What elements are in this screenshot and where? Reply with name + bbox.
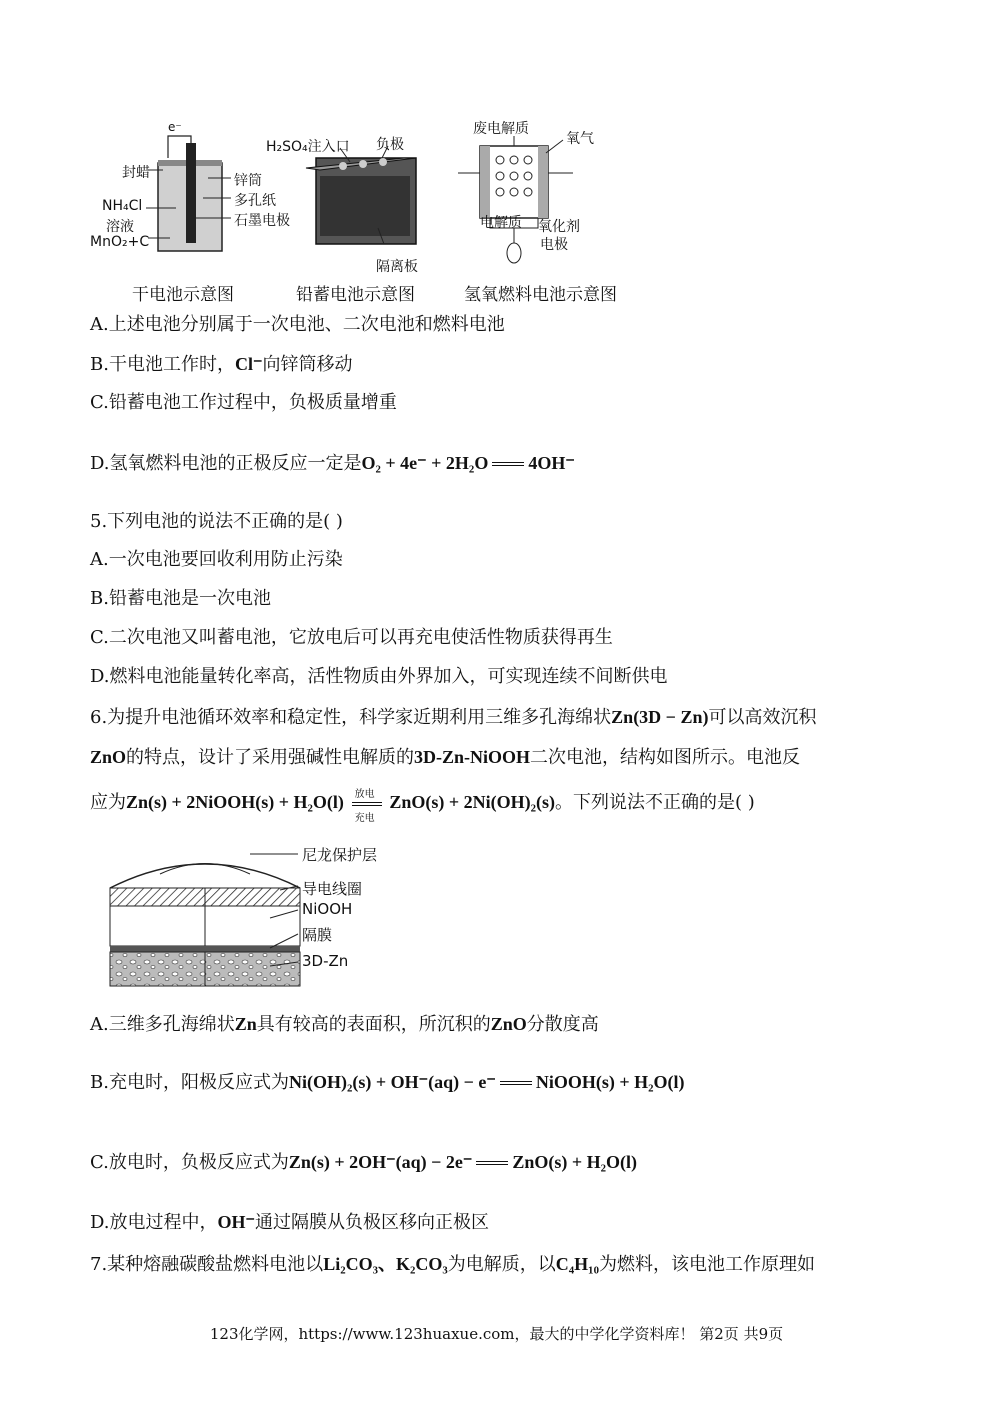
q4-option-d-eq-right: 4OH⁻ <box>528 453 575 473</box>
q4-option-b <box>90 352 352 377</box>
arrow-bottom-label: 充电 <box>354 813 375 824</box>
q5-option-c: C.二次电池又叫蓄电池，它放电后可以再充电使活性物质获得再生 <box>90 627 613 648</box>
q7-post: 为燃料，该电池工作原理如 <box>598 1254 815 1275</box>
dry-cell-label-electron: e⁻ <box>168 120 182 134</box>
fuel-cell-label-electrode: 电极 <box>540 237 568 253</box>
q6-d-post: 通过隔膜从负极区移向正极区 <box>255 1212 490 1233</box>
figure-3d-zn-battery <box>100 838 400 988</box>
lead-cell-caption: 铅蓄电池示意图 <box>296 285 415 305</box>
q6-l2-chem2: 3D-Zn-NiOOH <box>414 747 531 767</box>
q6-l2-text2: 二次电池，结构如图所示。电池反 <box>530 747 801 768</box>
q5-option-a: A.一次电池要回收利用防止污染 <box>90 549 343 570</box>
q6-fig-label-coil: 导电线圈 <box>302 880 363 898</box>
q6-stem-line3 <box>90 789 755 824</box>
q6-option-b <box>90 1070 684 1095</box>
q4-option-c: C.铅蓄电池工作过程中，负极质量增重 <box>90 392 397 413</box>
q6-a-chem1: Zn <box>234 1014 257 1034</box>
dry-cell-label-nh4cl: NH₄Cl <box>102 198 143 214</box>
q6-l1-text: 6.为提升电池循环效率和稳定性，科学家近期利用三维多孔海绵状 <box>90 707 612 728</box>
q6-l2-text: 的特点，设计了采用强碱性电解质的 <box>126 747 415 768</box>
q6-c-right: ZnO(s) + H₂O(l) <box>512 1152 638 1172</box>
q6-l2-chem1: ZnO <box>90 747 127 767</box>
dry-cell-label-solution: 溶液 <box>106 219 134 235</box>
arrow-top-label: 放电 <box>354 789 375 800</box>
lead-cell-label-negative: 负极 <box>376 137 404 153</box>
q6-fig-label-3dzn: 3D-Zn <box>302 952 349 970</box>
dry-cell-label-wax: 封蜡 <box>122 165 150 181</box>
q4-option-d <box>90 451 575 476</box>
q6-l3-text2: 。下列说法不正确的是( ) <box>555 792 755 813</box>
q7-mid: 为电解质，以 <box>447 1254 556 1275</box>
q6-a-mid: 具有较高的表面积，所沉积的 <box>256 1014 491 1035</box>
q4-option-d-prefix: D.氢氧燃料电池的正极反应一定是 <box>90 453 362 474</box>
fuel-cell-label-oxidant: 氧化剂 <box>538 219 580 235</box>
fuel-cell-label-electrolyte: 电解质 <box>480 215 522 231</box>
q6-a-chem2: ZnO <box>490 1014 527 1034</box>
arrow-lines <box>352 802 382 806</box>
q6-fig-label-membrane: 隔膜 <box>302 926 333 944</box>
dry-cell-label-graphite: 石墨电极 <box>234 213 290 229</box>
q6-option-c <box>90 1150 637 1175</box>
q6-d-chem: OH⁻ <box>217 1212 256 1232</box>
q7-chem1: Li₂CO₃、K₂CO₃ <box>323 1254 448 1274</box>
q6-option-d <box>90 1210 489 1235</box>
q4-option-b-prefix: B.干电池工作时， <box>90 354 235 375</box>
q4-option-a: A.上述电池分别属于一次电池、二次电池和燃料电池 <box>90 314 505 335</box>
q6-l1-text2: 可以高效沉积 <box>708 707 817 728</box>
dry-cell-label-mno2: MnO₂+C <box>90 234 150 250</box>
q6-l3-right: ZnO(s) + 2Ni(OH)₂(s) <box>389 792 556 812</box>
q6-stem-line1 <box>90 705 816 730</box>
fuel-cell-label-oxygen: 氧气 <box>566 131 594 147</box>
equals-sign <box>492 462 524 466</box>
dry-cell-caption: 干电池示意图 <box>132 285 234 305</box>
equals-sign <box>476 1161 508 1165</box>
q6-b-left: Ni(OH)₂(s) + OH⁻(aq) − e⁻ <box>288 1072 496 1092</box>
q6-b-right: NiOOH(s) + H₂O(l) <box>535 1072 685 1092</box>
q6-a-pre: A.三维多孔海绵状 <box>90 1014 235 1035</box>
q6-l3-text: 应为 <box>90 792 126 813</box>
q4-option-d-eq-left: O₂ + 4e⁻ + 2H₂O <box>361 453 489 473</box>
q6-c-left: Zn(s) + 2OH⁻(aq) − 2e⁻ <box>288 1152 473 1172</box>
q6-stem-line2 <box>90 745 800 770</box>
q6-d-pre: D.放电过程中， <box>90 1212 218 1233</box>
q7-chem2: C₄H₁₀ <box>555 1254 599 1274</box>
fuel-cell-label-waste: 废电解质 <box>473 121 529 137</box>
q6-l1-chem: Zn(3D − Zn) <box>611 707 709 727</box>
q6-option-a <box>90 1012 599 1037</box>
q6-l3-left: Zn(s) + 2NiOOH(s) + H₂O(l) <box>126 792 344 812</box>
q6-fig-label-niooh: NiOOH <box>302 900 353 918</box>
dry-cell-label-zinc: 锌筒 <box>234 173 262 189</box>
figure-batteries <box>88 118 658 308</box>
q7-stem <box>90 1252 815 1277</box>
q6-fig-label-nylon: 尼龙保护层 <box>302 846 378 864</box>
q5-stem: 5.下列电池的说法不正确的是( ) <box>90 511 343 532</box>
q6-c-pre: C.放电时，负极反应式为 <box>90 1152 289 1173</box>
reversible-arrow <box>350 789 384 824</box>
dry-cell-label-paper: 多孔纸 <box>234 193 276 209</box>
q4-option-b-suffix: 向锌筒移动 <box>262 354 353 375</box>
q4-option-b-ion: Cl⁻ <box>234 354 263 374</box>
q7-pre: 7.某种熔融碳酸盐燃料电池以 <box>90 1254 324 1275</box>
q5-option-d: D.燃料电池能量转化率高，活性物质由外界加入，可实现连续不间断供电 <box>90 666 668 687</box>
fuel-cell-caption: 氢氧燃料电池示意图 <box>464 285 617 305</box>
page-footer: 123化学网，https://www.123huaxue.com，最大的中学化学资料库！ 第2页 共9页 <box>209 1325 784 1343</box>
q6-a-post: 分散度高 <box>526 1014 599 1035</box>
lead-cell-label-inlet: H₂SO₄注入口 <box>266 139 350 155</box>
q5-option-b: B.铅蓄电池是一次电池 <box>90 588 271 609</box>
q6-b-pre: B.充电时，阳极反应式为 <box>90 1072 289 1093</box>
lead-cell-label-separator: 隔离板 <box>376 259 418 275</box>
equals-sign <box>500 1081 532 1085</box>
